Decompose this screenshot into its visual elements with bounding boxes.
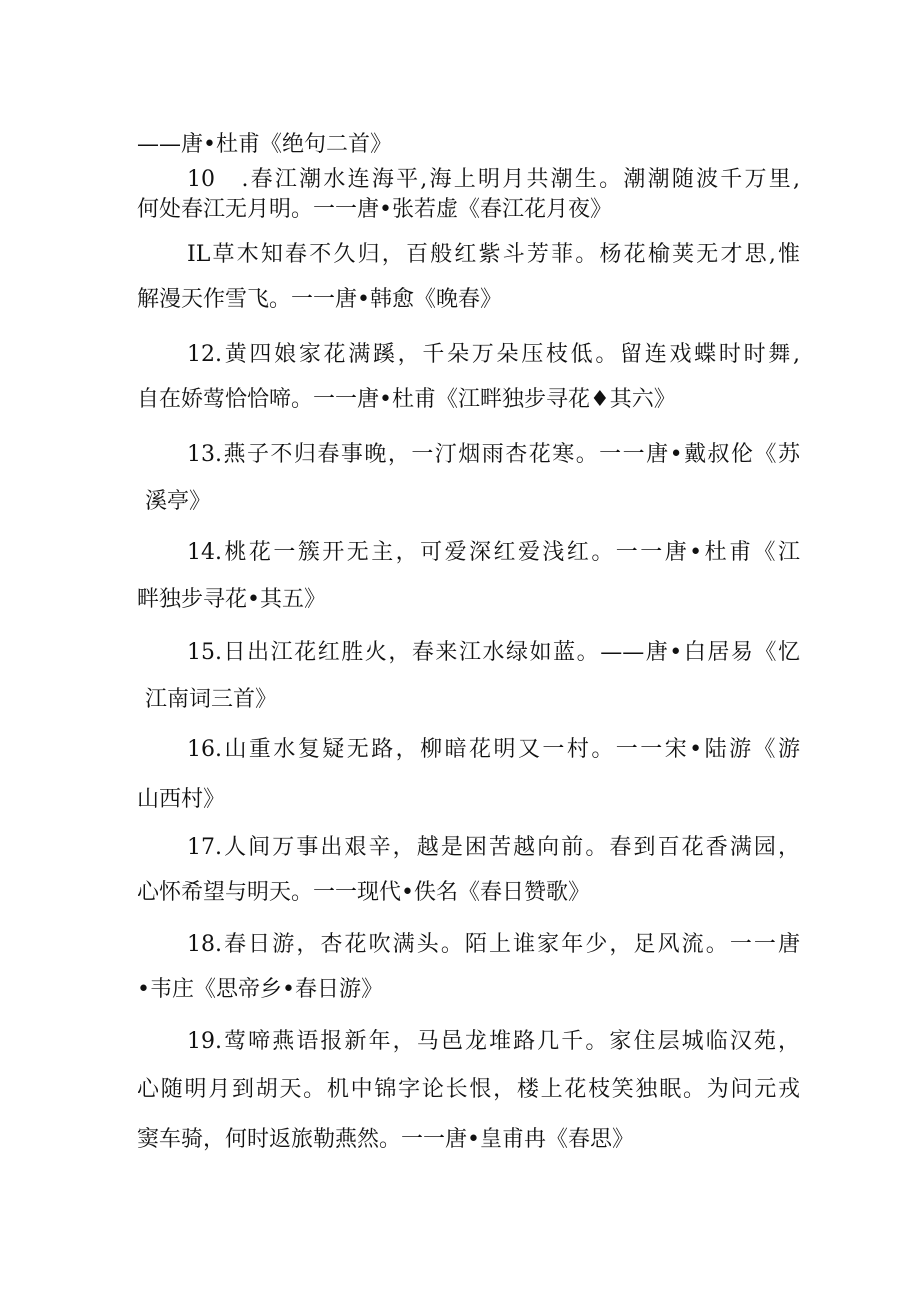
text-line: 心随明月到胡天。机中锦字论长恨，楼上花枝笑独眠。为问元戎 [137, 1077, 800, 1102]
poem-19-line: 19.莺啼燕语报新年，马邑龙堆路几千。家住层城临汉苑， [187, 1029, 800, 1054]
text-line: 畔独步寻花•其五》 [137, 587, 326, 612]
text-line: 解漫天作雪飞。一一唐•韩愈《晚春》 [137, 287, 502, 312]
poem-12-line: 12.黄四娘家花满蹊，千朵万朵压枝低。留连戏蝶时时舞, [187, 342, 800, 367]
poem-14-line: 14.桃花一簇开无主，可爱深红爱浅红。一一唐•杜甫《江 [187, 540, 800, 565]
poem-15-line: 15.日出江花红胜火，春来江水绿如蓝。——唐•白居易《忆 [187, 640, 800, 665]
text-line: •韦庄《思帝乡•春日游》 [137, 977, 383, 1002]
poem-11-line: IL草木知春不久归，百般红紫斗芳菲。杨花榆荚无才思,惟 [187, 242, 800, 267]
text-line: 心怀希望与明天。一一现代•佚名《春日赞歌》 [137, 880, 590, 905]
text-line: 溪亭》 [145, 489, 212, 514]
text-line: ——唐•杜甫《绝句二首》 [137, 132, 392, 157]
text-line: 山西村》 [137, 787, 226, 812]
text-line: 江南词三首》 [145, 687, 278, 712]
text-line: 自在娇莺恰恰啼。一一唐•杜甫《江畔独步寻花♦其六》 [137, 387, 676, 412]
poem-17-line: 17.人间万事出艰辛，越是困苦越向前。春到百花香满园， [187, 835, 800, 860]
text-line: 何处春江无月明。一一唐•张若虚《春江花月夜》 [137, 197, 612, 222]
text-line: 窦车骑，何时返旅勒燕然。一一唐•皇甫冉《春思》 [137, 1127, 634, 1152]
poem-18-line: 18.春日游，杏花吹满头。陌上谁家年少，足风流。一一唐 [187, 932, 800, 957]
poem-10-line: 10 .春江潮水连海平,海上明月共潮生。潮潮随波千万里, [187, 167, 800, 192]
poem-13-line: 13.燕子不归春事晚，一汀烟雨杏花寒。一一唐•戴叔伦《苏 [187, 442, 800, 467]
poem-16-line: 16.山重水复疑无路，柳暗花明又一村。一一宋•陆游《游 [187, 737, 800, 762]
